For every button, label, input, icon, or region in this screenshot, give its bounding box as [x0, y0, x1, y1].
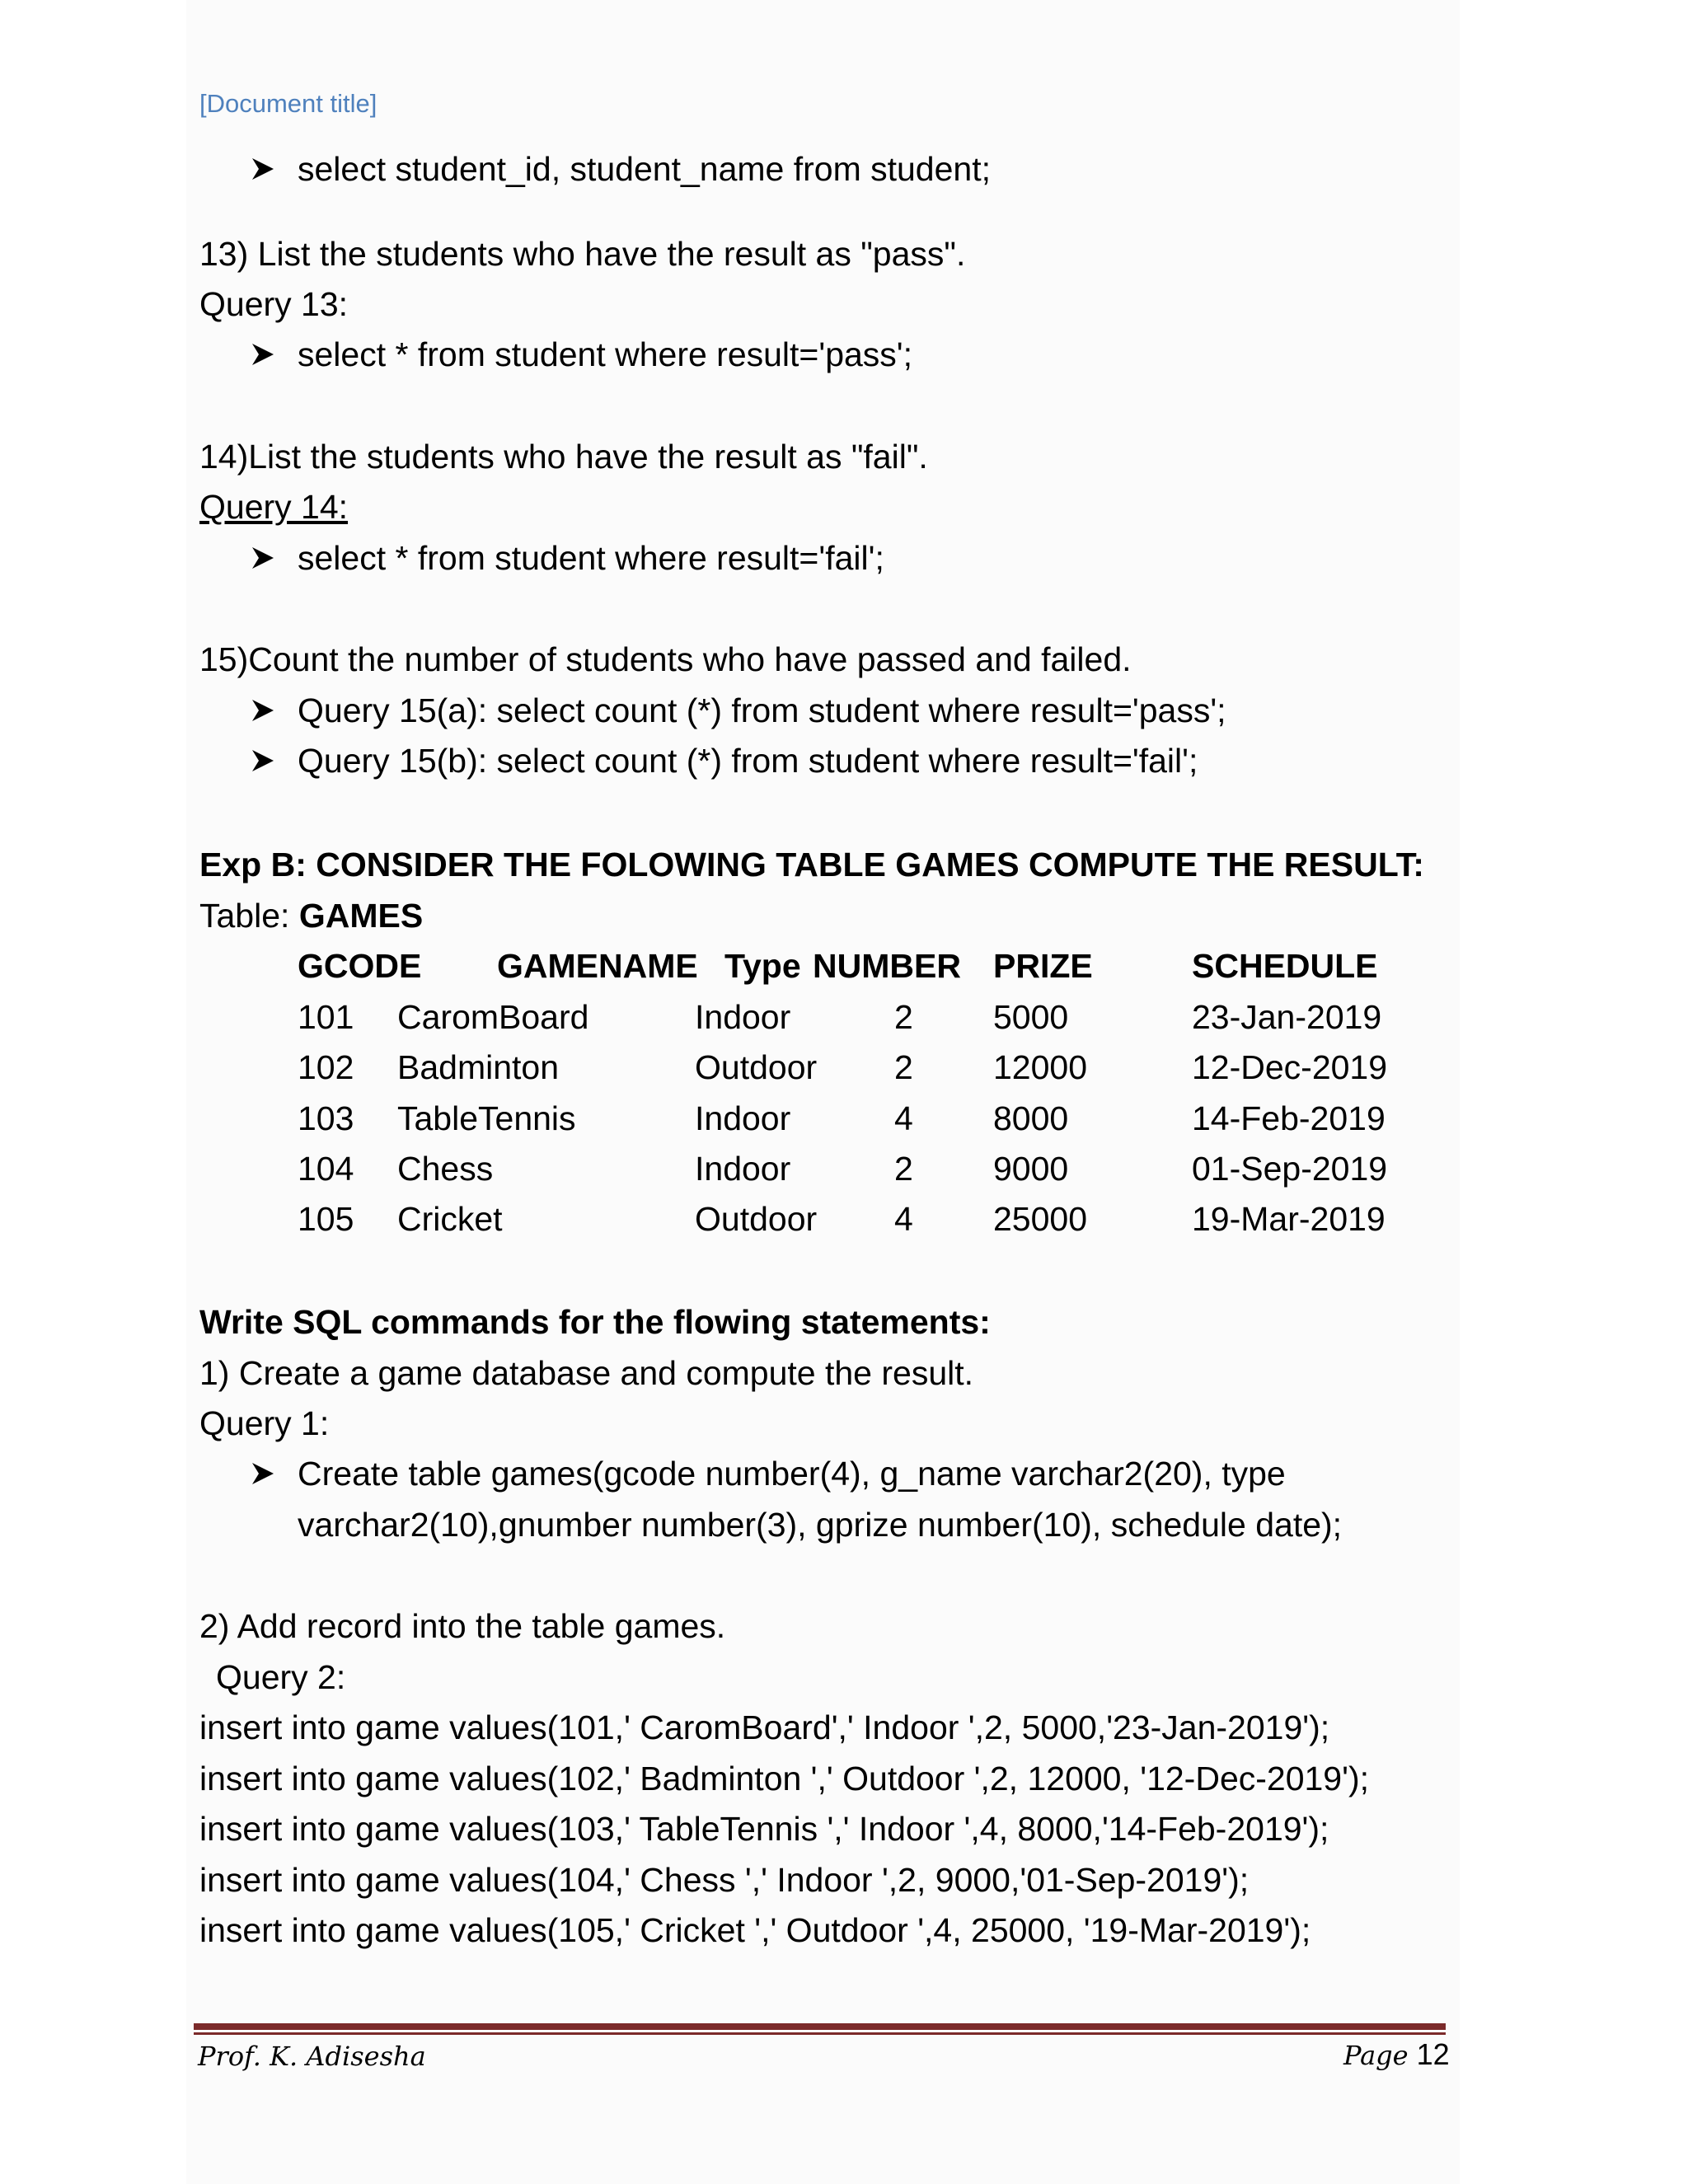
table-cell: 2 [894, 1150, 913, 1188]
table-cell: 01-Sep-2019 [1192, 1150, 1388, 1188]
table-cell: 104 [298, 1150, 354, 1188]
table-cell: 19-Mar-2019 [1192, 1200, 1386, 1238]
arrow-bullet-icon [251, 748, 275, 781]
query-15a-text: Query 15(a): select count (*) from student where result='pass'; [298, 691, 1226, 729]
statement-1-heading: 1) Create a game database and compute the result. [199, 1354, 974, 1392]
arrow-bullet-icon [251, 546, 275, 579]
table-cell: 102 [298, 1048, 354, 1086]
table-header-cell: NUMBER [813, 947, 961, 985]
footer-author: Prof. K. Adisesha [198, 2041, 426, 2072]
query-1-line-1: Create table games(gcode number(4), g_name varchar2(20), type [298, 1455, 1286, 1493]
page-label: Page [1343, 2040, 1409, 2071]
table-cell: 4 [894, 1099, 913, 1137]
query-1-label: Query 1: [199, 1404, 330, 1442]
table-cell: 2 [894, 1048, 913, 1086]
query-14-text: select * from student where result='fail'; [298, 539, 884, 577]
table-cell: Outdoor [695, 1200, 818, 1238]
table-header-cell: PRIZE [993, 947, 1093, 985]
table-cell: CaromBoard [397, 998, 589, 1036]
arrow-bullet-icon [251, 1461, 275, 1494]
table-cell: Indoor [695, 1099, 791, 1137]
table-cell: 25000 [993, 1200, 1088, 1238]
table-cell: Indoor [695, 998, 791, 1036]
query-15b-text: Query 15(b): select count (*) from student where result='fail'; [298, 742, 1198, 780]
footer-divider [194, 2023, 1446, 2030]
query-1-line-2: varchar2(10),gnumber number(3), gprize number(10), schedule date); [298, 1506, 1343, 1544]
table-cell: 23-Jan-2019 [1192, 998, 1382, 1036]
insert-line: insert into game values(101,' CaromBoard',' Indoor ',2, 5000,'23-Jan-2019'); [199, 1708, 1330, 1746]
content-area [186, 0, 1460, 2184]
write-sql-heading: Write SQL commands for the flowing statements: [199, 1303, 991, 1341]
question-14-heading: 14)List the students who have the result as "fail". [199, 438, 928, 476]
insert-line: insert into game values(102,' Badminton ',' Outdoor ',2, 12000, '12-Dec-2019'); [199, 1760, 1369, 1797]
table-header-cell: GAMENAME [497, 947, 698, 985]
arrow-bullet-icon [251, 698, 275, 731]
query-12-text: select student_id, student_name from student; [298, 150, 992, 188]
table-cell: Indoor [695, 1150, 791, 1188]
question-15-heading: 15)Count the number of students who have passed and failed. [199, 640, 1132, 678]
arrow-bullet-icon [251, 157, 275, 190]
insert-line: insert into game values(105,' Cricket ',' Outdoor ',4, 25000, '19-Mar-2019'); [199, 1911, 1311, 1949]
table-label-prefix: Table: [199, 897, 299, 935]
table-cell: Chess [397, 1150, 494, 1188]
table-label [199, 895, 423, 936]
table-cell: 4 [894, 1200, 913, 1238]
page-number: 12 [1416, 2037, 1450, 2071]
table-cell: 105 [298, 1200, 354, 1238]
query-13-text: select * from student where result='pass'; [298, 335, 913, 373]
document-title: [Document title] [199, 89, 377, 118]
question-13-heading: 13) List the students who have the result as "pass". [199, 235, 966, 273]
query-14-label: Query 14: [199, 488, 349, 526]
table-label-name: GAMES [298, 897, 424, 935]
table-cell: 5000 [993, 998, 1069, 1036]
table-cell: 101 [298, 998, 354, 1036]
footer-page [1343, 2037, 1450, 2072]
table-cell: 14-Feb-2019 [1192, 1099, 1386, 1137]
query-2-label: Query 2: [216, 1658, 346, 1696]
query-13-label: Query 13: [199, 285, 349, 323]
footer-divider-thin [194, 2032, 1446, 2035]
insert-line: insert into game values(104,' Chess ',' Indoor ',2, 9000,'01-Sep-2019'); [199, 1861, 1250, 1899]
table-cell: Cricket [397, 1200, 503, 1238]
table-header-cell: GCODE [298, 947, 422, 985]
table-cell: TableTennis [397, 1099, 576, 1137]
table-cell: 9000 [993, 1150, 1069, 1188]
table-cell: Outdoor [695, 1048, 818, 1086]
table-header-cell: Type [724, 947, 801, 985]
table-cell: 12-Dec-2019 [1192, 1048, 1388, 1086]
table-cell: 8000 [993, 1099, 1069, 1137]
statement-2-heading: 2) Add record into the table games. [199, 1607, 726, 1645]
insert-line: insert into game values(103,' TableTennis ',' Indoor ',4, 8000,'14-Feb-2019'); [199, 1810, 1329, 1848]
table-cell: Badminton [397, 1048, 560, 1086]
table-cell: 2 [894, 998, 913, 1036]
table-cell: 12000 [993, 1048, 1088, 1086]
arrow-bullet-icon [251, 342, 275, 375]
table-header-cell: SCHEDULE [1192, 947, 1378, 985]
exp-b-heading: Exp B: CONSIDER THE FOLOWING TABLE GAMES COMPUTE THE RESULT: [199, 846, 1424, 883]
table-cell: 103 [298, 1099, 354, 1137]
